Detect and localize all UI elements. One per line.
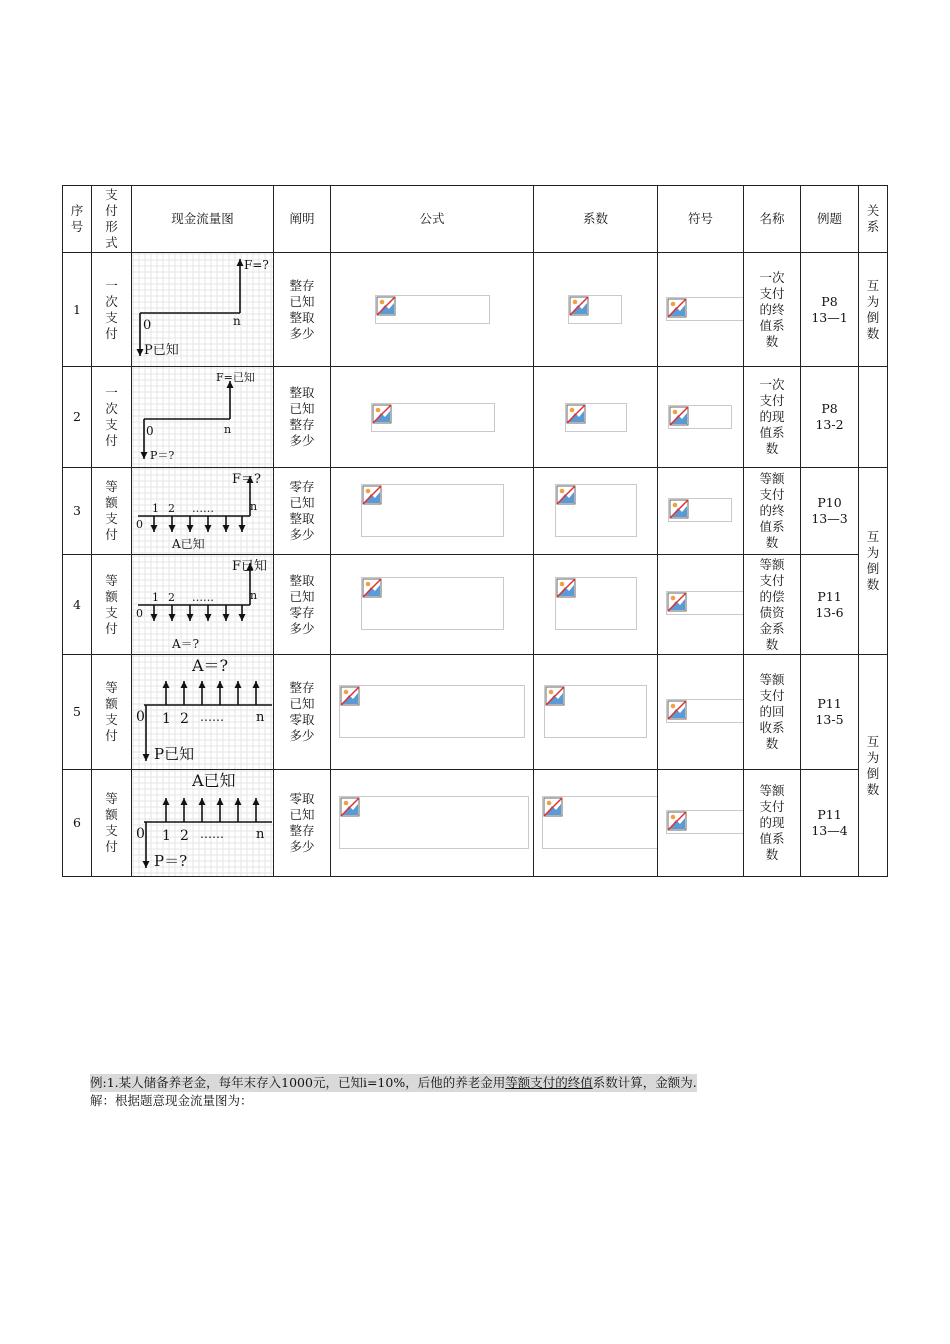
annuity-arrow-head (181, 681, 188, 688)
row-name: 一次 支付 的终 值系 数 (744, 253, 801, 367)
underlined-term: 等额支付的终值 (505, 1075, 593, 1090)
dots-label: …… (200, 827, 224, 841)
broken-image-icon (566, 404, 586, 424)
broken-image-icon (543, 797, 563, 817)
image-placeholder (666, 810, 744, 834)
table-row (63, 555, 888, 655)
n-label: n (250, 500, 258, 513)
dots-label: …… (200, 710, 224, 724)
factor-image (534, 555, 658, 655)
annuity-arrow-head (223, 525, 230, 532)
image-placeholder (555, 577, 637, 630)
annuity-arrow-head (181, 798, 188, 805)
top-label: F=? (244, 258, 269, 272)
header-diagram: 现金流量图 (132, 186, 274, 253)
one-label: 1 (152, 591, 159, 604)
annuity-arrow-head (217, 681, 224, 688)
image-placeholder (666, 699, 744, 723)
row-no: 4 (63, 555, 92, 655)
zero-label: 0 (136, 518, 143, 531)
one-label: 1 (162, 828, 171, 844)
image-placeholder (666, 591, 744, 615)
two-label: 2 (180, 828, 189, 844)
annuity-arrow-head (253, 681, 260, 688)
bottom-label: P＝? (154, 852, 188, 870)
broken-image-icon (340, 797, 360, 817)
one-label: 1 (152, 502, 159, 515)
broken-image-icon (362, 485, 382, 505)
n-label: n (256, 710, 265, 725)
image-placeholder (568, 295, 622, 324)
row-form: 等 额 支 付 (92, 555, 132, 655)
factor-image (534, 367, 658, 468)
row-name: 等额 支付 的终 值系 数 (744, 468, 801, 555)
broken-image-icon (667, 811, 687, 831)
row-desc: 整取 已知 零存 多少 (274, 555, 331, 655)
header-relation: 关 系 (859, 186, 888, 253)
n-label: n (233, 314, 241, 328)
present-value-arrow-head (143, 754, 150, 761)
row-form: 等 额 支 付 (92, 468, 132, 555)
formula-image (331, 367, 534, 468)
annuity-arrow-head (223, 614, 230, 621)
row-desc: 整存 已知 零取 多少 (274, 655, 331, 770)
one-label: 1 (162, 711, 171, 727)
image-placeholder (375, 295, 490, 324)
zero-label: 0 (146, 424, 154, 438)
top-label: F已知 (232, 559, 268, 574)
annuity-arrow-head (253, 798, 260, 805)
two-label: 2 (168, 502, 175, 515)
image-placeholder (668, 498, 732, 522)
cash-flow-svg (132, 253, 272, 366)
relation-cell: 互 为 倒 数 (859, 468, 888, 655)
header-name: 名称 (744, 186, 801, 253)
row-example: P8 13—1 (801, 253, 859, 367)
zero-label: 0 (143, 318, 152, 333)
image-placeholder (666, 297, 744, 321)
present-value-arrow-head (137, 349, 144, 356)
annuity-arrow-head (151, 525, 158, 532)
symbol-image (658, 253, 744, 367)
row-example: P11 13-6 (801, 555, 859, 655)
zero-label: 0 (136, 826, 145, 842)
row-form: 等 额 支 付 (92, 655, 132, 770)
interest-factor-table (62, 185, 888, 877)
cash-flow-diagram (132, 367, 274, 468)
annuity-arrow-head (239, 525, 246, 532)
two-label: 2 (180, 711, 189, 727)
broken-image-icon (376, 296, 396, 316)
header-form: 支 付 形 式 (92, 186, 132, 253)
example-solution: 解：根据题意现金流量图为： (90, 1093, 253, 1108)
cash-flow-svg (132, 367, 272, 467)
symbol-image (658, 770, 744, 877)
row-name: 等额 支付 的回 收系 数 (744, 655, 801, 770)
row-no: 2 (63, 367, 92, 468)
row-form: 等 额 支 付 (92, 770, 132, 877)
row-desc: 零存 已知 整取 多少 (274, 468, 331, 555)
header-factor: 系数 (534, 186, 658, 253)
header-row (63, 186, 888, 253)
row-form: 一 次 支 付 (92, 253, 132, 367)
symbol-image (658, 367, 744, 468)
cash-flow-diagram (132, 555, 274, 655)
relation-cell: 互 为 倒 数 (859, 253, 888, 367)
annuity-arrow-head (235, 681, 242, 688)
image-placeholder (361, 484, 504, 537)
top-label: A＝? (192, 656, 229, 675)
cash-flow-diagram (132, 770, 274, 877)
bottom-label: A＝? (172, 637, 200, 651)
annuity-arrow-head (239, 614, 246, 621)
symbol-image (658, 468, 744, 555)
row-desc: 整存 已知 整取 多少 (274, 253, 331, 367)
annuity-arrow-head (217, 798, 224, 805)
row-name: 等额 支付 的偿 债资 金系 数 (744, 555, 801, 655)
row-no: 5 (63, 655, 92, 770)
row-example: P8 13-2 (801, 367, 859, 468)
row-name: 等额 支付 的现 值系 数 (744, 770, 801, 877)
broken-image-icon (556, 578, 576, 598)
factor-image (534, 253, 658, 367)
n-label: n (224, 423, 232, 436)
example-text (90, 1074, 697, 1110)
header-symbol: 符号 (658, 186, 744, 253)
broken-image-icon (667, 700, 687, 720)
broken-image-icon (667, 592, 687, 612)
broken-image-icon (556, 485, 576, 505)
row-example: P11 13—4 (801, 770, 859, 877)
bottom-label: P已知 (144, 343, 179, 358)
annuity-arrow-head (235, 798, 242, 805)
factor-image (534, 770, 658, 877)
table-row (63, 253, 888, 367)
table-row (63, 770, 888, 877)
row-form: 一 次 支 付 (92, 367, 132, 468)
annuity-arrow-head (169, 525, 176, 532)
image-placeholder (565, 403, 627, 432)
symbol-image (658, 555, 744, 655)
dots-label: …… (192, 502, 214, 515)
table-row (63, 468, 888, 555)
cash-flow-diagram (132, 655, 274, 770)
cash-flow-diagram (132, 468, 274, 555)
row-no: 1 (63, 253, 92, 367)
future-value-arrow-head (237, 259, 244, 266)
annuity-arrow-head (187, 614, 194, 621)
n-label: n (256, 827, 265, 842)
formula-image (331, 555, 534, 655)
broken-image-icon (669, 406, 689, 426)
image-placeholder (339, 685, 525, 738)
image-placeholder (555, 484, 637, 537)
cash-flow-diagram (132, 253, 274, 367)
formula-image (331, 468, 534, 555)
annuity-arrow-head (169, 614, 176, 621)
broken-image-icon (667, 298, 687, 318)
annuity-arrow-head (199, 798, 206, 805)
bottom-label: P＝? (150, 449, 175, 462)
header-no: 序 号 (63, 186, 92, 253)
factor-image (534, 468, 658, 555)
table-row (63, 367, 888, 468)
relation-cell-empty (859, 367, 888, 468)
row-desc: 整取 已知 整存 多少 (274, 367, 331, 468)
annuity-arrow-head (187, 525, 194, 532)
broken-image-icon (362, 578, 382, 598)
image-placeholder (544, 685, 647, 738)
header-formula: 公式 (331, 186, 534, 253)
image-placeholder (668, 405, 732, 429)
formula-image (331, 655, 534, 770)
image-placeholder (339, 796, 529, 849)
broken-image-icon (545, 686, 565, 706)
formula-image (331, 770, 534, 877)
annuity-arrow-head (205, 525, 212, 532)
cash-flow-svg (132, 468, 272, 554)
annuity-arrow-head (151, 614, 158, 621)
cash-flow-svg (132, 655, 272, 769)
broken-image-icon (569, 296, 589, 316)
cash-flow-svg (132, 555, 272, 654)
cash-flow-svg (132, 770, 272, 876)
row-no: 3 (63, 468, 92, 555)
top-label: A已知 (192, 771, 236, 790)
symbol-image (658, 655, 744, 770)
table-row (63, 655, 888, 770)
top-label: F=已知 (216, 371, 255, 384)
bottom-label: P已知 (154, 745, 195, 763)
zero-label: 0 (136, 607, 143, 620)
annuity-arrow-head (163, 798, 170, 805)
factor-image (534, 655, 658, 770)
annuity-arrow-head (205, 614, 212, 621)
image-placeholder (371, 403, 495, 432)
header-example: 例题 (801, 186, 859, 253)
formula-image (331, 253, 534, 367)
row-example: P11 13-5 (801, 655, 859, 770)
row-name: 一次 支付 的现 值系 数 (744, 367, 801, 468)
annuity-arrow-head (199, 681, 206, 688)
dots-label: …… (192, 591, 214, 604)
example-question: 例:1.某人储备养老金，每年末存入1000元，已知i=10%，后他的养老金用等额支付的终值系数计算，金额为. (90, 1075, 697, 1090)
n-label: n (250, 589, 258, 602)
image-placeholder (542, 796, 658, 849)
zero-label: 0 (136, 709, 145, 725)
row-example: P10 13—3 (801, 468, 859, 555)
row-no: 6 (63, 770, 92, 877)
row-desc: 零取 已知 整存 多少 (274, 770, 331, 877)
bottom-label: A已知 (172, 537, 205, 551)
broken-image-icon (372, 404, 392, 424)
broken-image-icon (669, 499, 689, 519)
top-label: F＝? (232, 472, 261, 487)
present-value-arrow-head (143, 861, 150, 868)
present-value-arrow-head (141, 452, 148, 459)
annuity-arrow-head (163, 681, 170, 688)
broken-image-icon (340, 686, 360, 706)
header-desc: 阐明 (274, 186, 331, 253)
relation-cell: 互 为 倒 数 (859, 655, 888, 877)
two-label: 2 (168, 591, 175, 604)
image-placeholder (361, 577, 504, 630)
